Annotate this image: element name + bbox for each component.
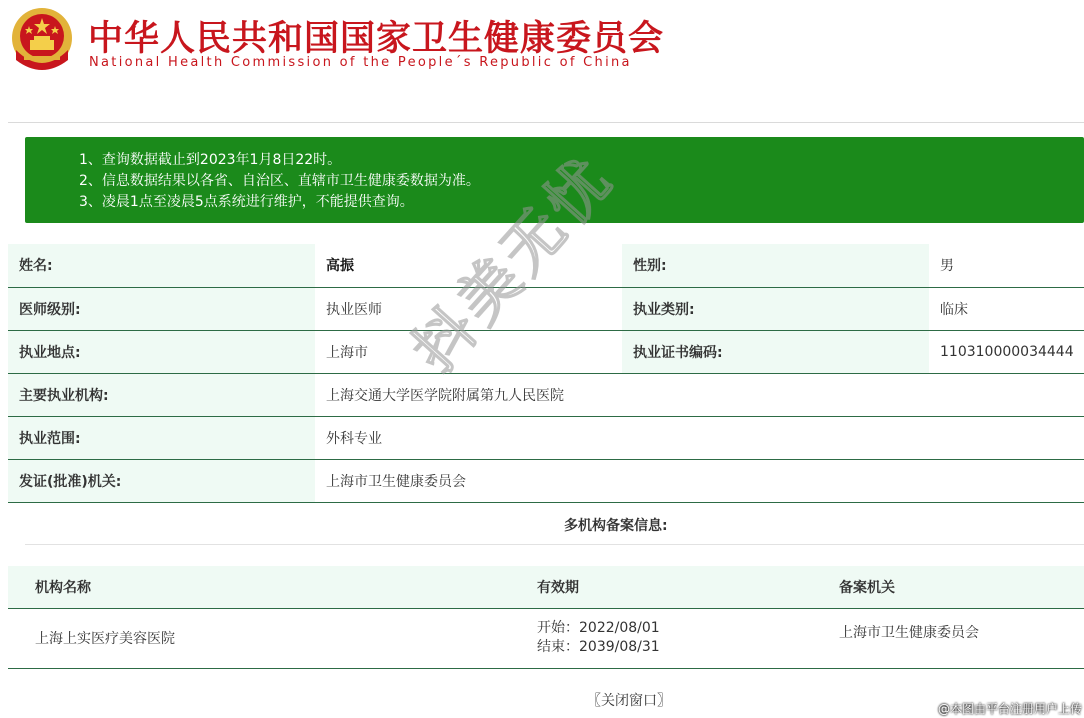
validity-end: 结束：2039/08/31 bbox=[537, 639, 660, 655]
doctor-info-table bbox=[8, 244, 1084, 503]
scope-label: 执业范围: bbox=[8, 416, 315, 459]
validity-cell bbox=[537, 608, 839, 668]
table-row bbox=[8, 287, 1084, 330]
table-row bbox=[8, 244, 1084, 287]
registration-authority: 上海市卫生健康委员会 bbox=[839, 608, 1084, 668]
location-label: 执业地点: bbox=[8, 330, 315, 373]
national-emblem-icon bbox=[10, 6, 74, 72]
top-divider bbox=[8, 122, 1084, 123]
site-title-en: National Health Commission of the People´s Republic of China bbox=[89, 55, 632, 70]
upload-note: @本图由平台注册用户上传 bbox=[937, 702, 1082, 716]
level-value: 执业医师 bbox=[315, 287, 622, 330]
name-label: 姓名: bbox=[8, 244, 315, 287]
notice-line: 3、凌晨1点至凌晨5点系统进行维护，不能提供查询。 bbox=[79, 194, 414, 210]
multi-divider bbox=[25, 544, 1084, 545]
validity-start: 开始：2022/08/01 bbox=[537, 620, 660, 636]
issuer-label: 发证(批准)机关: bbox=[8, 459, 315, 502]
close-window-button[interactable]: 〖关闭窗口〗 bbox=[587, 690, 671, 710]
name-value: 高振 bbox=[315, 244, 622, 287]
institution-value: 上海交通大学医学院附属第九人民医院 bbox=[315, 373, 1084, 416]
column-header-validity: 有效期 bbox=[537, 566, 839, 608]
org-name: 上海上实医疗美容医院 bbox=[8, 608, 537, 668]
column-header-authority: 备案机关 bbox=[839, 566, 1084, 608]
header-banner bbox=[8, 5, 725, 74]
multi-registration-title: 多机构备案信息: bbox=[564, 518, 668, 534]
notice-box bbox=[25, 137, 1084, 223]
cert-value: 110310000034444 bbox=[929, 330, 1084, 373]
table-row bbox=[8, 459, 1084, 502]
table-row bbox=[8, 330, 1084, 373]
level-label: 医师级别: bbox=[8, 287, 315, 330]
registration-table bbox=[8, 566, 1084, 669]
site-title-cn: 中华人民共和国国家卫生健康委员会 bbox=[88, 19, 665, 59]
institution-label: 主要执业机构: bbox=[8, 373, 315, 416]
cert-label: 执业证书编码: bbox=[622, 330, 929, 373]
gender-label: 性别: bbox=[622, 244, 929, 287]
issuer-value: 上海市卫生健康委员会 bbox=[315, 459, 1084, 502]
gender-value: 男 bbox=[929, 244, 1084, 287]
notice-line: 2、信息数据结果以各省、自治区、直辖市卫生健康委数据为准。 bbox=[79, 173, 480, 189]
scope-value: 外科专业 bbox=[315, 416, 1084, 459]
notice-line: 1、查询数据截止到2023年1月8日22时。 bbox=[79, 152, 342, 168]
category-label: 执业类别: bbox=[622, 287, 929, 330]
table-header-row bbox=[8, 566, 1084, 608]
table-row bbox=[8, 608, 1084, 668]
column-header-org: 机构名称 bbox=[8, 566, 537, 608]
table-row bbox=[8, 373, 1084, 416]
category-value: 临床 bbox=[929, 287, 1084, 330]
table-row bbox=[8, 416, 1084, 459]
location-value: 上海市 bbox=[315, 330, 622, 373]
